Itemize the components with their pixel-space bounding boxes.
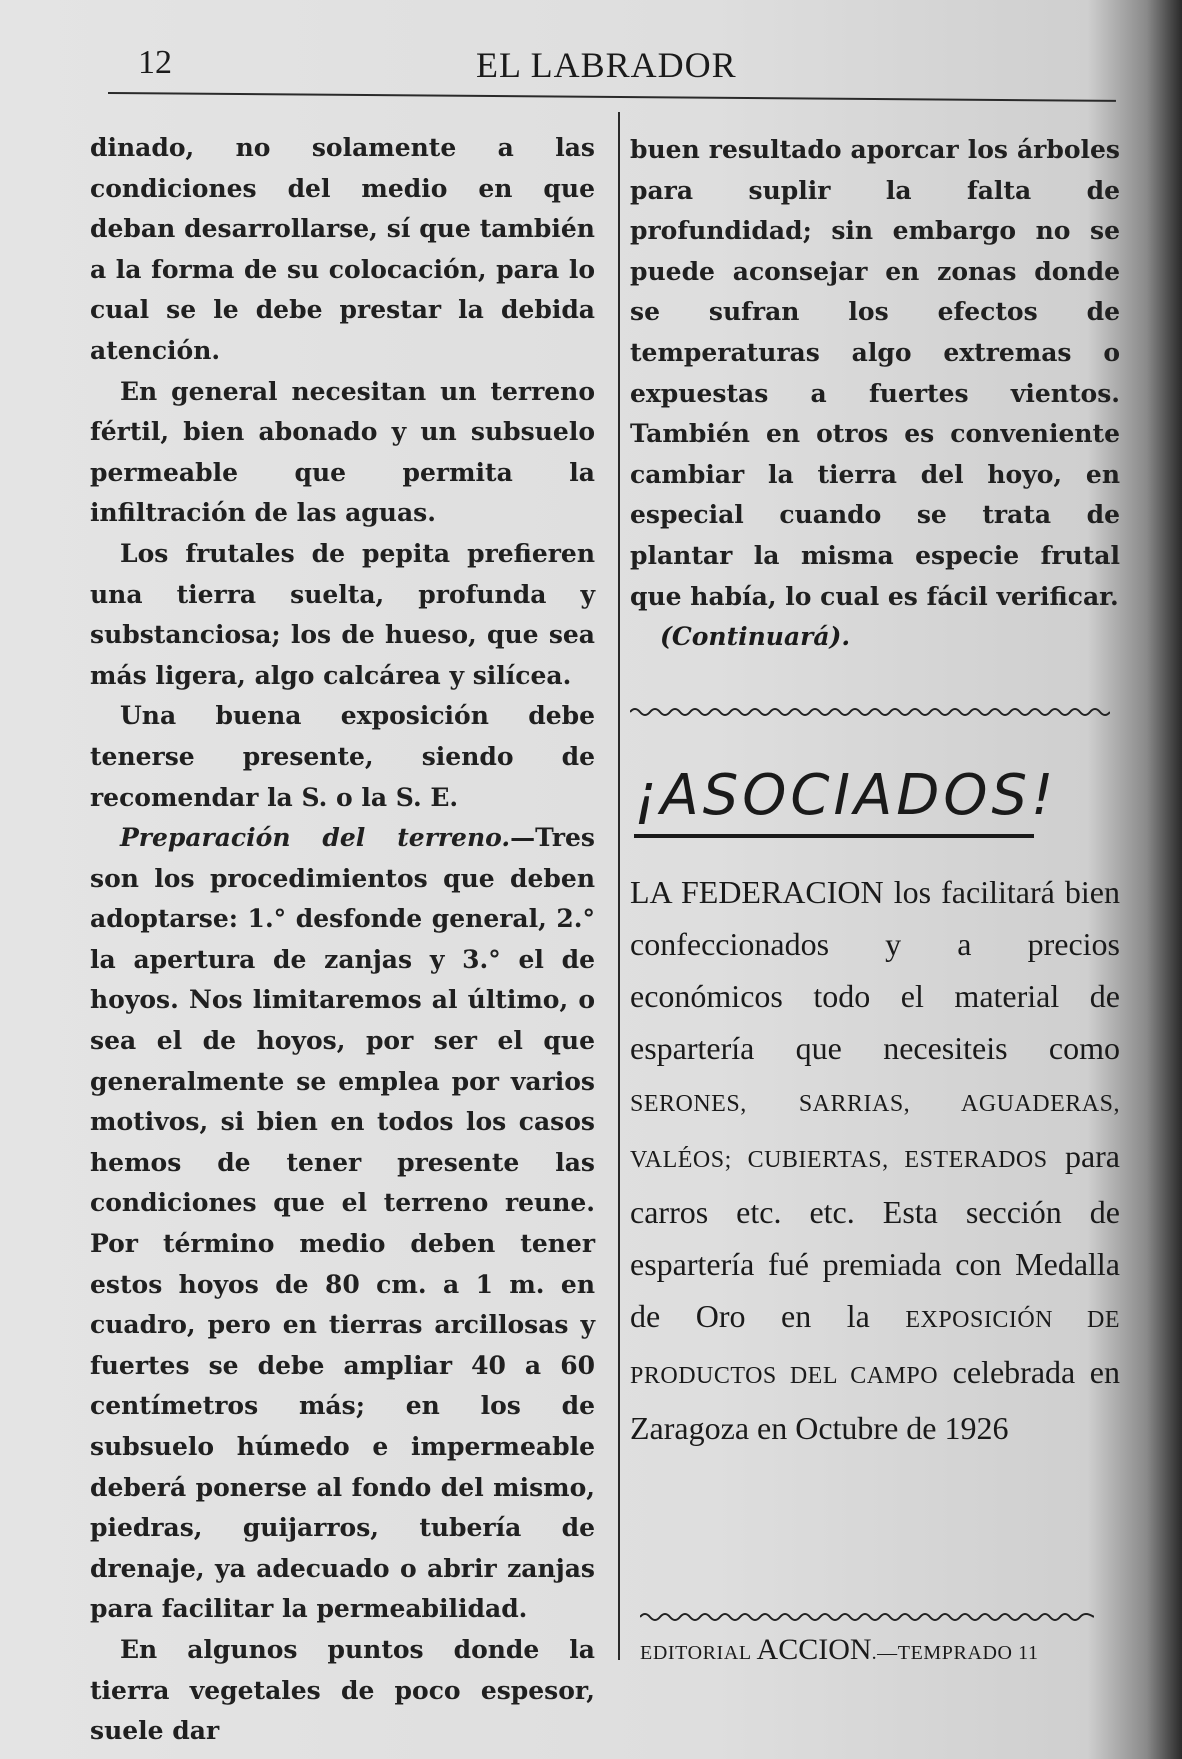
imprint-prefix: EDITORIAL	[640, 1642, 751, 1664]
ad-title: ¡ASOCIADOS!	[634, 763, 1058, 829]
page-number: 12	[138, 44, 172, 81]
ad-products-tail: para carros etc. etc.	[630, 1138, 1120, 1231]
ad-award-1: Esta sección de espartería fué premiada con Medalla de Oro en la	[630, 1194, 1121, 1335]
running-title: EL LABRADOR	[476, 45, 737, 85]
paragraph-exposure: Una buena exposición debe tenerse presente, siendo de recomendar la S. o la S. E.	[90, 701, 595, 812]
imprint-address: .—TEMPRADO 11	[871, 1642, 1039, 1664]
paragraph-continued: dinado, no solamente a las condiciones del medio en que deban desarrollarse, sí que también a la forma de su colocación, para lo cual se le debe prestar la debida atención.	[90, 133, 595, 365]
paragraph-fruit-types: Los frutales de pepita prefieren una tierra suelta, profunda y substanciosa; los de hueso, que sea más ligera, algo calcárea y silícea.	[90, 538, 595, 690]
ad-intro: LA FEDERACION los facilitará bien confeccionados y a precios económicos todo el material de espartería que necesiteis como	[630, 874, 1120, 1067]
ad-exposition: EXPOSICIÓN DE PRODUCTOS DEL CAMPO	[630, 1307, 1121, 1390]
page-header	[108, 38, 1118, 98]
printer-imprint	[640, 1633, 1100, 1667]
imprint-name: ACCION	[756, 1633, 872, 1666]
ad-title-underline	[634, 834, 1034, 838]
ad-products: SERONES, SARRIAS, AGUADERAS, VALÉOS; CUBIERTAS, ESTERADOS	[630, 1091, 1120, 1174]
paragraph-soil: En general necesitan un terreno fértil, bien abonado y un subsuelo permeable que permita la infiltración de las aguas.	[90, 376, 595, 528]
ad-body	[630, 866, 1120, 1454]
ad-award-2: celebrada en Zaragoza en Octubre de 1926	[630, 1354, 1121, 1447]
column-divider	[618, 112, 620, 1660]
left-column	[90, 128, 595, 1752]
preparation-text: —Tres son los procedimientos que deben adoptarse: 1.° desfonde general, 2.° la apertura de zanjas y 3.° el de hoyos. Nos limitaremos al último, o sea el de hoyos, por ser el que generalmente se emplea por varios motivos, si bien en todos los casos hemos de tener presente las condiciones que el terreno reune. Por término medio deben tener estos hoyos de 80 cm. a 1 m. en cuadro, pero en tierras arcillosas y fuertes se debe ampliar 40 a 60 centímetros más; en los de subsuelo húmedo e impermeable deberá ponerse al fondo del mismo, piedras, guijarros, tubería de drenaje, ya adecuado o abrir zanjas para facilitar la permeabilidad.	[90, 823, 595, 1624]
right-column	[630, 130, 1120, 1454]
wavy-separator	[630, 705, 1110, 719]
section-heading-preparation: Preparación del terreno.	[120, 823, 511, 853]
paragraph-preparation	[90, 818, 595, 1630]
continuation-note: (Continuará).	[660, 622, 851, 652]
header-rule	[108, 92, 1116, 102]
footer-wavy-separator	[640, 1610, 1094, 1624]
paragraph-last: En algunos puntos donde la tierra vegetales de poco espesor, suele dar	[90, 1634, 595, 1746]
paragraph-right: buen resultado aporcar los árboles para suplir la falta de profundidad; sin embargo no se puede aconsejar en zonas donde se sufran los efectos de temperaturas algo extremas o expuestas a fuertes vientos. También en otros es conveniente cambiar la tierra del hoyo, en especial cuando se trata de plantar la misma especie frutal que había, lo cual es fácil verificar.	[630, 135, 1120, 611]
